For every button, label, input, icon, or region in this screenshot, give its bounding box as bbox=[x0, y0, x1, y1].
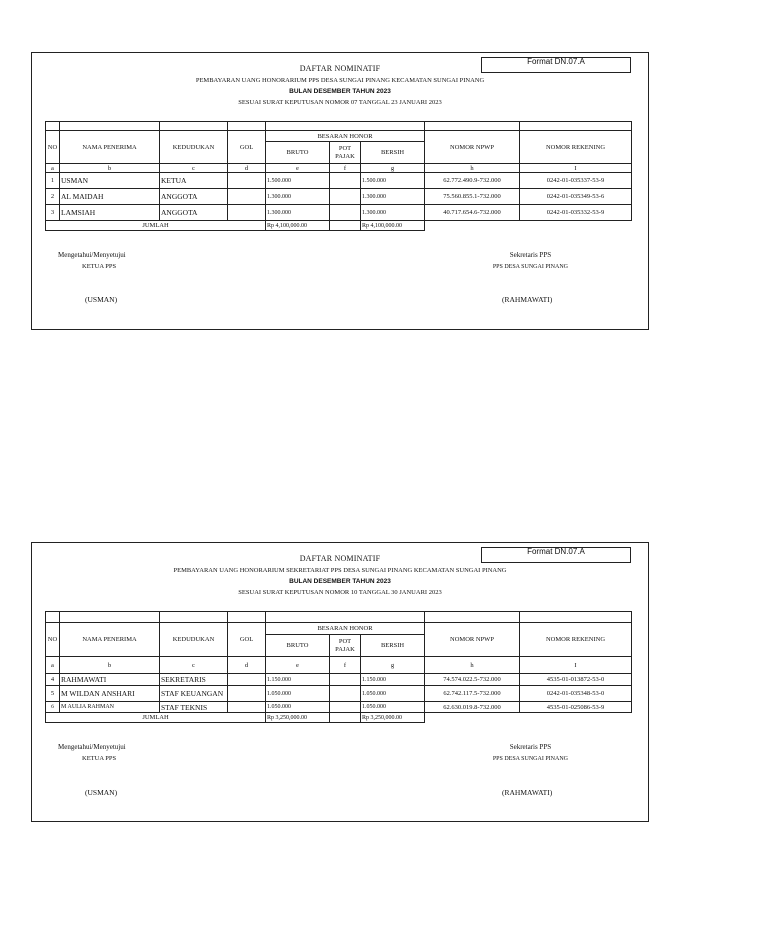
header-npwp: NOMOR NPWP bbox=[425, 131, 520, 164]
table-row bbox=[46, 686, 632, 702]
row-rekening: 0242-01-035332-53-9 bbox=[520, 205, 632, 221]
row-name: RAHMAWATI bbox=[60, 674, 160, 686]
code-e: e bbox=[266, 164, 330, 173]
nominative-sheet-1 bbox=[31, 52, 649, 330]
document-title: DAFTAR NOMINATIF bbox=[299, 554, 381, 563]
table-row bbox=[46, 173, 632, 189]
header-rekening: NOMOR REKENING bbox=[520, 131, 632, 164]
row-bruto: 1.150.000 bbox=[266, 674, 330, 686]
table-row bbox=[46, 189, 632, 205]
row-bruto: 1.050.000 bbox=[266, 686, 330, 702]
row-no: 5 bbox=[46, 686, 60, 702]
total-label: JUMLAH bbox=[46, 221, 266, 231]
document-header bbox=[32, 553, 648, 598]
honorarium-table bbox=[45, 611, 632, 723]
header-gol: GOL bbox=[228, 623, 266, 657]
header-pot: POT PAJAK bbox=[330, 635, 361, 657]
code-c: c bbox=[160, 164, 228, 173]
code-d: d bbox=[228, 164, 266, 173]
approver-signature-block bbox=[58, 741, 126, 765]
row-no: 6 bbox=[46, 702, 60, 713]
honorarium-table bbox=[45, 121, 632, 231]
row-bruto: 1.300.000 bbox=[266, 205, 330, 221]
row-rekening: 4535-01-025086-53-9 bbox=[520, 702, 632, 713]
header-rekening: NOMOR REKENING bbox=[520, 623, 632, 657]
secretary-name: (RAHMAWATI) bbox=[502, 295, 553, 304]
code-e: e bbox=[266, 657, 330, 674]
header-no: NO bbox=[46, 623, 60, 657]
code-f: f bbox=[330, 164, 361, 173]
header-npwp: NOMOR NPWP bbox=[425, 623, 520, 657]
header-bruto: BRUTO bbox=[266, 635, 330, 657]
row-position: ANGGOTA bbox=[160, 189, 228, 205]
header-honor: BESARAN HONOR bbox=[266, 131, 425, 142]
document-header bbox=[32, 63, 648, 108]
row-npwp: 62.772.490.9-732.000 bbox=[425, 173, 520, 189]
row-rekening: 4535-01-013872-53-0 bbox=[520, 674, 632, 686]
approver-role: KETUA PPS bbox=[82, 263, 117, 270]
total-label: JUMLAH bbox=[46, 713, 266, 723]
row-bersih: 1.500.000 bbox=[361, 173, 425, 189]
code-h: h bbox=[425, 657, 520, 674]
row-bersih: 1.050.000 bbox=[361, 702, 425, 713]
row-rekening: 0242-01-035337-53-9 bbox=[520, 173, 632, 189]
row-pot bbox=[330, 205, 361, 221]
row-gol bbox=[228, 702, 266, 713]
row-bruto: 1.300.000 bbox=[266, 189, 330, 205]
table-row bbox=[46, 674, 632, 686]
row-name: AL MAIDAH bbox=[60, 189, 160, 205]
approver-caption: Mengetahui/Menyetujui bbox=[58, 743, 126, 751]
document-subtitle: PEMBAYARAN UANG HONORARIUM PPS DESA SUNGAI PINANG KECAMATAN SUNGAI PINANG bbox=[195, 77, 485, 84]
document-decree: SESUAI SURAT KEPUTUSAN NOMOR 07 TANGGAL 23 JANUARI 2023 bbox=[238, 99, 442, 106]
code-a: a bbox=[46, 164, 60, 173]
row-npwp: 40.717.654.6-732.000 bbox=[425, 205, 520, 221]
total-row bbox=[46, 713, 632, 723]
row-pot bbox=[330, 702, 361, 713]
document-subtitle: PEMBAYARAN UANG HONORARIUM SEKRETARIAT PPS DESA SUNGAI PINANG KECAMATAN SUNGAI PINANG bbox=[173, 567, 507, 574]
secretary-caption: Sekretaris PPS bbox=[509, 743, 552, 751]
row-gol bbox=[228, 189, 266, 205]
header-name: NAMA PENERIMA bbox=[60, 623, 160, 657]
document-period: BULAN DESEMBER TAHUN 2023 bbox=[289, 88, 391, 95]
table-row bbox=[46, 205, 632, 221]
header-bersih: BERSIH bbox=[361, 635, 425, 657]
secretary-signature-block bbox=[493, 741, 568, 765]
row-bruto: 1.050.000 bbox=[266, 702, 330, 713]
secretary-caption: Sekretaris PPS bbox=[509, 251, 552, 259]
row-position: STAF TEKNIS bbox=[160, 702, 228, 713]
row-name: LAMSIAH bbox=[60, 205, 160, 221]
code-d: d bbox=[228, 657, 266, 674]
approver-name: (USMAN) bbox=[85, 295, 118, 304]
row-bersih: 1.050.000 bbox=[361, 686, 425, 702]
format-code-box: Format DN.07.A bbox=[481, 57, 631, 73]
row-pot bbox=[330, 189, 361, 205]
document-decree: SESUAI SURAT KEPUTUSAN NOMOR 10 TANGGAL 30 JANUARI 2023 bbox=[238, 589, 442, 596]
total-bersih: Rp 4,100,000.00 bbox=[361, 221, 425, 231]
code-a: a bbox=[46, 657, 60, 674]
code-g: g bbox=[361, 657, 425, 674]
total-bersih: Rp 3,250,000.00 bbox=[361, 713, 425, 723]
header-bersih: BERSIH bbox=[361, 142, 425, 164]
row-gol bbox=[228, 173, 266, 189]
row-no: 1 bbox=[46, 173, 60, 189]
row-name: M WILDAN ANSHARI bbox=[60, 686, 160, 702]
code-i: I bbox=[520, 657, 632, 674]
row-no: 3 bbox=[46, 205, 60, 221]
row-position: ANGGOTA bbox=[160, 205, 228, 221]
secretary-name: (RAHMAWATI) bbox=[502, 788, 553, 797]
approver-name: (USMAN) bbox=[85, 788, 118, 797]
total-bruto: Rp 4,100,000.00 bbox=[266, 221, 330, 231]
document-title: DAFTAR NOMINATIF bbox=[299, 64, 381, 73]
row-name: M AULIA RAHMAN bbox=[60, 702, 160, 713]
header-position: KEDUDUKAN bbox=[160, 623, 228, 657]
nominative-sheet-2 bbox=[31, 542, 649, 822]
header-position: KEDUDUKAN bbox=[160, 131, 228, 164]
row-no: 2 bbox=[46, 189, 60, 205]
total-bruto: Rp 3,250,000.00 bbox=[266, 713, 330, 723]
secretary-org: PPS DESA SUNGAI PINANG bbox=[492, 756, 568, 762]
row-gol bbox=[228, 674, 266, 686]
row-npwp: 75.560.855.1-732.000 bbox=[425, 189, 520, 205]
code-f: f bbox=[330, 657, 361, 674]
row-pot bbox=[330, 173, 361, 189]
row-bersih: 1.300.000 bbox=[361, 205, 425, 221]
row-pot bbox=[330, 686, 361, 702]
row-rekening: 0242-01-035349-53-6 bbox=[520, 189, 632, 205]
row-gol bbox=[228, 686, 266, 702]
header-no: NO bbox=[46, 131, 60, 164]
row-name: USMAN bbox=[60, 173, 160, 189]
row-pot bbox=[330, 674, 361, 686]
row-gol bbox=[228, 205, 266, 221]
code-c: c bbox=[160, 657, 228, 674]
secretary-org: PPS DESA SUNGAI PINANG bbox=[492, 264, 568, 270]
format-code-box: Format DN.07.A bbox=[481, 547, 631, 563]
document-period: BULAN DESEMBER TAHUN 2023 bbox=[289, 578, 391, 585]
code-h: h bbox=[425, 164, 520, 173]
header-honor: BESARAN HONOR bbox=[266, 623, 425, 635]
row-rekening: 0242-01-035348-53-0 bbox=[520, 686, 632, 702]
row-npwp: 62.742.117.5-732.000 bbox=[425, 686, 520, 702]
row-bruto: 1.500.000 bbox=[266, 173, 330, 189]
approver-caption: Mengetahui/Menyetujui bbox=[58, 251, 126, 259]
code-b: b bbox=[60, 657, 160, 674]
header-gol: GOL bbox=[228, 131, 266, 164]
row-bersih: 1.300.000 bbox=[361, 189, 425, 205]
code-i: I bbox=[520, 164, 632, 173]
row-position: KETUA bbox=[160, 173, 228, 189]
row-position: SEKRETARIS bbox=[160, 674, 228, 686]
row-no: 4 bbox=[46, 674, 60, 686]
row-npwp: 62.630.019.8-732.000 bbox=[425, 702, 520, 713]
approver-role: KETUA PPS bbox=[82, 755, 117, 762]
header-bruto: BRUTO bbox=[266, 142, 330, 164]
header-pot: POT PAJAK bbox=[330, 142, 361, 164]
code-g: g bbox=[361, 164, 425, 173]
row-bersih: 1.150.000 bbox=[361, 674, 425, 686]
total-row bbox=[46, 221, 632, 231]
row-position: STAF KEUANGAN bbox=[160, 686, 228, 702]
code-b: b bbox=[60, 164, 160, 173]
secretary-signature-block bbox=[493, 249, 568, 273]
header-name: NAMA PENERIMA bbox=[60, 131, 160, 164]
table-row bbox=[46, 702, 632, 713]
approver-signature-block bbox=[58, 249, 126, 273]
row-npwp: 74.574.022.5-732.000 bbox=[425, 674, 520, 686]
